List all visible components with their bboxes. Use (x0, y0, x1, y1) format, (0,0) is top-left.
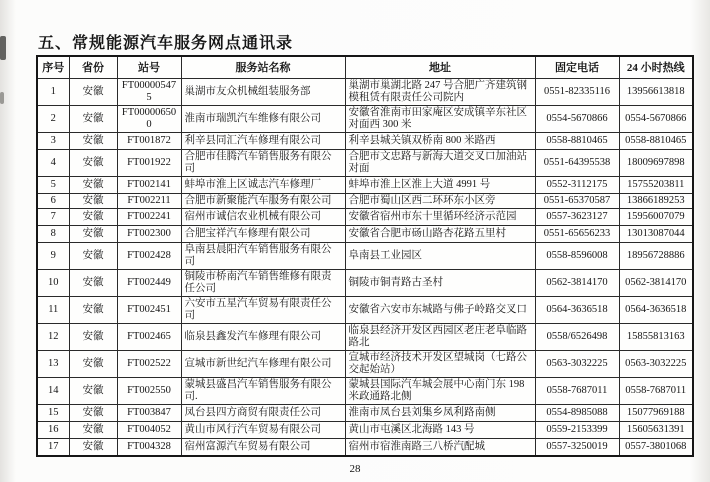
table-row (37, 297, 693, 324)
cell-row-number: 9 (37, 243, 69, 270)
cell-station-id: FT003847 (117, 405, 181, 422)
cell-hotline: 15605631391 (619, 422, 693, 439)
column-header: 固定电话 (535, 56, 619, 79)
cell-station-id: FT002241 (117, 209, 181, 226)
cell-station-name: 蚌埠市淮上区诚志汽车修理厂 (181, 177, 345, 194)
cell-province: 安徽 (69, 324, 117, 351)
cell-address: 安徽省淮南市田家庵区安成镇辛东社区对面西 300 米 (345, 106, 535, 133)
table-row (37, 226, 693, 243)
cell-station-name: 凤台县四方商贸有限责任公司 (181, 405, 345, 422)
cell-station-name: 淮南市瑞凯汽车维修有限公司 (181, 106, 345, 133)
cell-station-name: 宣城市新世纪汽车修理有限公司 (181, 351, 345, 378)
cell-address: 宿州市宿淮南路三八桥汽配城 (345, 439, 535, 457)
cell-fixed-phone: 0558-8810465 (535, 133, 619, 150)
cell-address: 安徽省合肥市砀山路杏花路五里村 (345, 226, 535, 243)
cell-hotline: 13013087044 (619, 226, 693, 243)
cell-province: 安徽 (69, 226, 117, 243)
cell-station-id: FT001872 (117, 133, 181, 150)
table-row (37, 378, 693, 405)
table-row (37, 133, 693, 150)
cell-hotline: 15755203811 (619, 177, 693, 194)
cell-hotline: 0554-5670866 (619, 106, 693, 133)
cell-row-number: 12 (37, 324, 69, 351)
cell-fixed-phone: 0557-3623127 (535, 209, 619, 226)
cell-province: 安徽 (69, 422, 117, 439)
cell-station-id: FT000006500 (117, 106, 181, 133)
cell-station-id: FT002300 (117, 226, 181, 243)
cell-province: 安徽 (69, 194, 117, 209)
cell-province: 安徽 (69, 297, 117, 324)
cell-station-id: FT002522 (117, 351, 181, 378)
column-header: 序号 (37, 56, 69, 79)
cell-row-number: 2 (37, 106, 69, 133)
cell-hotline: 15956007079 (619, 209, 693, 226)
column-header: 站号 (117, 56, 181, 79)
cell-fixed-phone: 0551-65370587 (535, 194, 619, 209)
cell-address: 宣城市经济技术开发区望城岗（七路公交起始站） (345, 351, 535, 378)
table-row (37, 194, 693, 209)
scan-artifact-mark (0, 36, 6, 60)
cell-station-name: 六安市五星汽车贸易有限责任公司 (181, 297, 345, 324)
cell-station-id: FT002465 (117, 324, 181, 351)
table-row (37, 243, 693, 270)
cell-address: 阜南县工业园区 (345, 243, 535, 270)
cell-fixed-phone: 0551-65656233 (535, 226, 619, 243)
cell-station-id: FT001922 (117, 150, 181, 177)
cell-station-name: 蒙城县盛昌汽车销售服务有限公司. (181, 378, 345, 405)
cell-fixed-phone: 0564-3636518 (535, 297, 619, 324)
cell-hotline: 0562-3814170 (619, 270, 693, 297)
scan-artifact-mark (0, 92, 4, 104)
table-row (37, 177, 693, 194)
cell-station-id: FT002141 (117, 177, 181, 194)
cell-address: 淮南市凤台县刘集乡凤利路南侧 (345, 405, 535, 422)
cell-station-name: 合肥市新聚能汽车服务有限公司 (181, 194, 345, 209)
cell-station-id: FT002451 (117, 297, 181, 324)
cell-address: 安徽省宿州市东十里循环经济示范园 (345, 209, 535, 226)
cell-address: 铜陵市铜青路古圣村 (345, 270, 535, 297)
cell-province: 安徽 (69, 79, 117, 106)
cell-station-id: FT002211 (117, 194, 181, 209)
column-header: 24 小时热线 (619, 56, 693, 79)
cell-station-name: 宿州市诚信农业机械有限公司 (181, 209, 345, 226)
page-number: 28 (349, 463, 361, 475)
table-row (37, 351, 693, 378)
table-header-row (37, 56, 693, 79)
cell-province: 安徽 (69, 270, 117, 297)
cell-address: 蚌埠市淮上区淮上大道 4991 号 (345, 177, 535, 194)
cell-row-number: 13 (37, 351, 69, 378)
cell-row-number: 6 (37, 194, 69, 209)
cell-station-name: 合肥宝祥汽车修理有限公司 (181, 226, 345, 243)
cell-row-number: 8 (37, 226, 69, 243)
cell-hotline: 13956613818 (619, 79, 693, 106)
cell-province: 安徽 (69, 177, 117, 194)
cell-station-id: FT004328 (117, 439, 181, 457)
cell-fixed-phone: 0558-7687011 (535, 378, 619, 405)
cell-province: 安徽 (69, 439, 117, 457)
cell-address: 安徽省六安市东城路与佛子岭路交叉口 (345, 297, 535, 324)
column-header: 省份 (69, 56, 117, 79)
cell-station-id: FT002550 (117, 378, 181, 405)
cell-hotline: 18956728886 (619, 243, 693, 270)
page-title: 五、常规能源汽车服务网点通讯录 (38, 35, 294, 52)
cell-row-number: 7 (37, 209, 69, 226)
cell-hotline: 15077969188 (619, 405, 693, 422)
table-row (37, 209, 693, 226)
cell-station-name: 阜南县晨阳汽车销售服务有限公司 (181, 243, 345, 270)
cell-row-number: 3 (37, 133, 69, 150)
cell-province: 安徽 (69, 243, 117, 270)
cell-fixed-phone: 0551-82335116 (535, 79, 619, 106)
cell-hotline: 0558-7687011 (619, 378, 693, 405)
cell-fixed-phone: 0559-2153399 (535, 422, 619, 439)
cell-province: 安徽 (69, 150, 117, 177)
cell-station-id: FT004052 (117, 422, 181, 439)
cell-address: 合肥市文忠路与新海大道交叉口加油站对面 (345, 150, 535, 177)
cell-fixed-phone: 0552-3112175 (535, 177, 619, 194)
cell-address: 蒙城县国际汽车城会展中心南门东 198 米政通路北侧 (345, 378, 535, 405)
table-row (37, 106, 693, 133)
cell-fixed-phone: 0558-8596008 (535, 243, 619, 270)
cell-hotline: 0564-3636518 (619, 297, 693, 324)
cell-hotline: 0557-3801068 (619, 439, 693, 457)
cell-province: 安徽 (69, 106, 117, 133)
cell-row-number: 5 (37, 177, 69, 194)
cell-row-number: 4 (37, 150, 69, 177)
cell-address: 巢湖市巢湖北路 247 号合肥广齐建筑钢模租赁有限责任公司院内 (345, 79, 535, 106)
cell-province: 安徽 (69, 351, 117, 378)
cell-station-name: 合肥市佳腾汽车销售服务有限公司 (181, 150, 345, 177)
cell-station-name: 宿州富源汽车贸易有限公司 (181, 439, 345, 457)
cell-fixed-phone: 0554-8985088 (535, 405, 619, 422)
column-header: 服务站名称 (181, 56, 345, 79)
cell-hotline: 0558-8810465 (619, 133, 693, 150)
cell-row-number: 1 (37, 79, 69, 106)
cell-province: 安徽 (69, 209, 117, 226)
column-header: 地址 (345, 56, 535, 79)
cell-hotline: 18009697898 (619, 150, 693, 177)
cell-address: 临泉县经济开发区西园区老庄老阜临路路北 (345, 324, 535, 351)
cell-fixed-phone: 0554-5670866 (535, 106, 619, 133)
cell-row-number: 17 (37, 439, 69, 457)
cell-station-id: FT000005475 (117, 79, 181, 106)
cell-address: 利辛县城关镇双桥南 800 米路西 (345, 133, 535, 150)
cell-row-number: 14 (37, 378, 69, 405)
cell-province: 安徽 (69, 133, 117, 150)
cell-row-number: 15 (37, 405, 69, 422)
cell-station-name: 巢湖市友众机械组装服务部 (181, 79, 345, 106)
table-row (37, 150, 693, 177)
cell-station-name: 黄山市风行汽车贸易有限公司 (181, 422, 345, 439)
cell-row-number: 16 (37, 422, 69, 439)
cell-fixed-phone: 0557-3250019 (535, 439, 619, 457)
cell-fixed-phone: 0551-64395538 (535, 150, 619, 177)
table-row (37, 324, 693, 351)
service-directory-table (36, 55, 694, 457)
cell-address: 黄山市屯溪区北海路 143 号 (345, 422, 535, 439)
cell-station-name: 铜陵市桥南汽车销售维修有限责任公司 (181, 270, 345, 297)
cell-fixed-phone: 0562-3814170 (535, 270, 619, 297)
cell-row-number: 11 (37, 297, 69, 324)
cell-station-name: 利辛县同汇汽车修理有限公司 (181, 133, 345, 150)
table-row (37, 79, 693, 106)
table-row (37, 439, 693, 457)
cell-hotline: 13866189253 (619, 194, 693, 209)
cell-hotline: 0563-3032225 (619, 351, 693, 378)
table-row (37, 422, 693, 439)
cell-province: 安徽 (69, 405, 117, 422)
cell-fixed-phone: 0563-3032225 (535, 351, 619, 378)
table-row (37, 270, 693, 297)
cell-row-number: 10 (37, 270, 69, 297)
cell-station-name: 临泉县鑫发汽车修理有限公司 (181, 324, 345, 351)
cell-station-id: FT002428 (117, 243, 181, 270)
cell-province: 安徽 (69, 378, 117, 405)
cell-station-id: FT002449 (117, 270, 181, 297)
table-row (37, 405, 693, 422)
cell-hotline: 15855813163 (619, 324, 693, 351)
cell-address: 合肥市蜀山区西二环环东小区旁 (345, 194, 535, 209)
cell-fixed-phone: 0558/6526498 (535, 324, 619, 351)
